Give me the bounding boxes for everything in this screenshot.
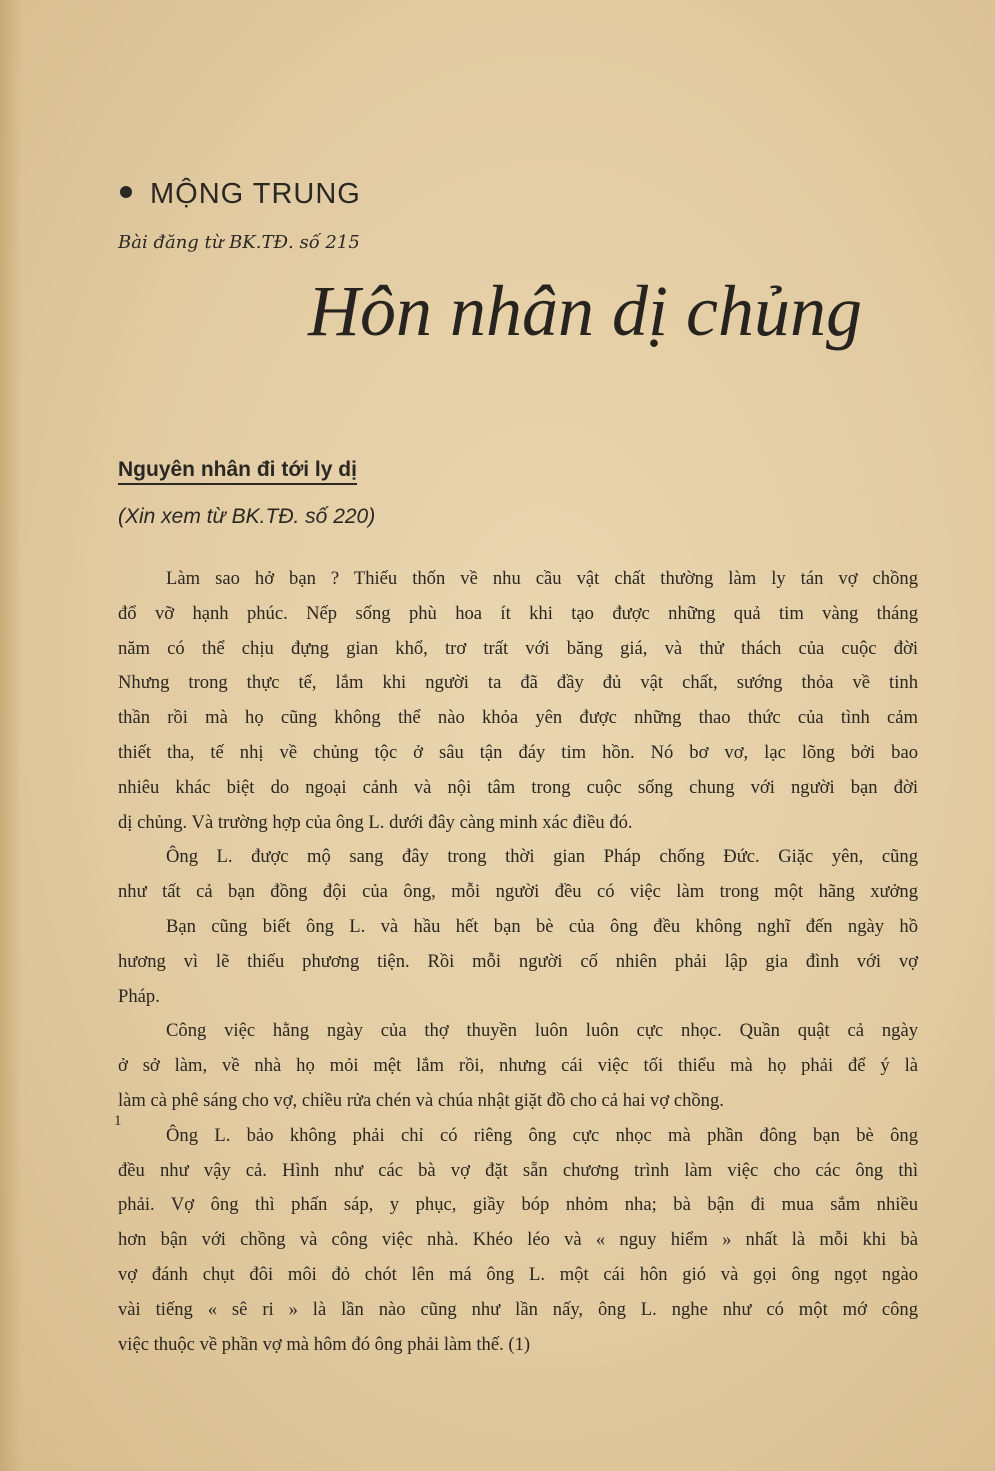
body-line: phải. Vợ ông thì phấn sáp, y phục, giầy bóp nhỏm nha; bà bận đi mua sắm nhiều	[118, 1194, 918, 1216]
paper-edge	[0, 0, 22, 1471]
body-line: vài tiếng « sê ri » là lần nào cũng như lần nấy, ông L. nghe như có một mớ công	[118, 1298, 918, 1320]
body-line: dị chủng. Và trường hợp của ông L. dưới đây càng minh xác điều đó.	[118, 811, 633, 833]
body-line: đều như vậy cả. Hình như các bà vợ đặt sẵn chương trình làm việc cho các ông thì	[118, 1159, 918, 1181]
source-note: Bài đăng từ BK.TĐ. số 215	[118, 232, 360, 253]
body-line: Ông L. bảo không phải chỉ có riêng ông cực nhọc mà phần đông bạn bè ông	[166, 1124, 918, 1146]
body-line: như tất cả bạn đồng đội của ông, mỗi người đều có việc làm trong một hãng xưởng	[118, 881, 918, 903]
article-title: Hôn nhân dị chủng	[308, 271, 862, 351]
body-line: Làm sao hở bạn ? Thiếu thốn về nhu cầu vật chất thường làm ly tán vợ chồng	[166, 568, 918, 589]
body-line: Nhưng trong thực tế, lắm khi người ta đã đầy đủ vật chất, sướng thỏa về tinh	[118, 672, 918, 694]
body-line: Ông L. được mộ sang đây trong thời gian Pháp chống Đức. Giặc yên, cũng	[166, 846, 918, 868]
body-line: làm cà phê sáng cho vợ, chiều rửa chén và chúa nhật giặt đồ cho cả hai vợ chồng.	[118, 1089, 724, 1111]
body-line: ở sở làm, về nhà họ mỏi mệt lắm rồi, nhưng cái việc tối thiểu mà họ phải để ý là	[118, 1055, 918, 1077]
article-body	[118, 562, 918, 1362]
body-line: thần rồi mà họ cũng không thể nào khỏa yên được những thao thức của tình cảm	[118, 707, 918, 729]
body-line: đổ vỡ hạnh phúc. Nếp sống phù hoa ít khi tạo được những quả tim vàng tháng	[118, 602, 918, 624]
body-line: thiết tha, tế nhị về chủng tộc ở sâu tận đáy tim hồn. Nó bơ vơ, lạc lõng bởi bao	[118, 741, 918, 763]
body-line: vợ đánh chụt đôi môi đỏ chót lên má ông L. một cái hôn gió và gọi ông ngọt ngào	[118, 1263, 918, 1285]
author-name: MỘNG TRUNG	[150, 178, 361, 210]
bullet-icon	[120, 186, 132, 198]
body-line: Công việc hằng ngày của thợ thuyền luôn luôn cực nhọc. Quần quật cả ngày	[166, 1020, 918, 1042]
body-line: nhiêu khác biệt do ngoại cảnh và nội tâm trong cuộc sống chung với người bạn đời	[118, 776, 918, 798]
author-line	[120, 178, 361, 211]
body-line: năm có thể chịu đựng gian khổ, trơ trất với băng giá, và thử thách của cuộc đời	[118, 637, 918, 659]
body-line: Pháp.	[118, 985, 160, 1007]
section-heading: Nguyên nhân đi tới ly dị	[118, 458, 357, 485]
page-number: 1	[114, 1113, 122, 1129]
see-note: (Xin xem từ BK.TĐ. số 220)	[118, 505, 376, 528]
body-line: Bạn cũng biết ông L. và hầu hết bạn bè của ông đều không nghĩ đến ngày hồ	[166, 915, 918, 937]
body-line: hương vì lẽ thiếu phương tiện. Rồi mỗi người cố nhiên phải lập gia đình với vợ	[118, 950, 918, 972]
body-line: việc thuộc về phần vợ mà hôm đó ông phải làm thế. (1)	[118, 1333, 531, 1355]
body-line: hơn bận với chồng và công việc nhà. Khéo léo và « nguy hiểm » nhất là mỗi khi bà	[118, 1229, 918, 1251]
